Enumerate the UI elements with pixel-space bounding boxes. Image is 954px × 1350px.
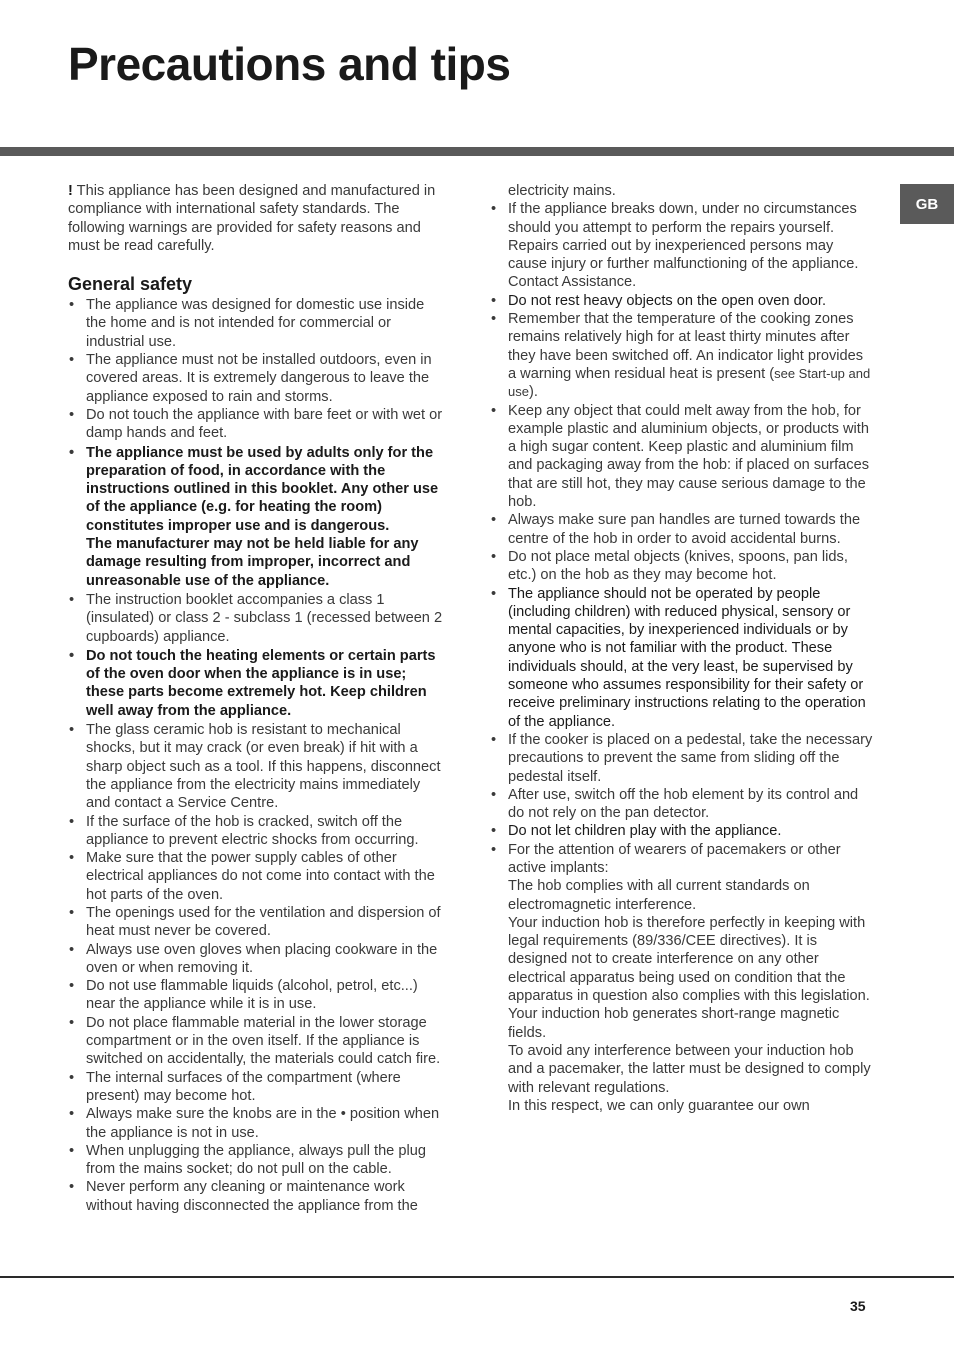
list-item-bold bbox=[68, 444, 448, 590]
list-item: • The appliance should not be operated by people (including children) with reduced physical, sensory or mental capacities, by inexperienced individuals or by anyone who is not familiar with the product. These individuals should, at the very least, be supervised by someone who assumes responsibility for their safety or receive preliminary instructions relating to the operation of the appliance. bbox=[490, 585, 874, 731]
list-item: • The instruction booklet accompanies a class 1 (insulated) or class 2 - subclass 1 (recessed between 2 cupboards) appliance. bbox=[68, 591, 448, 646]
right-column bbox=[490, 182, 874, 1115]
pacemaker-paragraph: Your induction hob is therefore perfectly in keeping with legal requirements (89/336/CEE directives). It is designed not to create interference on any other electrical apparatus being used on condition that the apparatus in question also complies with this legislation. bbox=[508, 914, 870, 1005]
bold-paragraph: The manufacturer may not be held liable for any damage resulting from improper, incorrect and unreasonable use of the appliance. bbox=[86, 536, 419, 589]
list-item: • Do not touch the appliance with bare feet or with wet or damp hands and feet. bbox=[68, 406, 448, 443]
list-item: • Do not rest heavy objects on the open oven door. bbox=[490, 292, 874, 310]
list-item bbox=[490, 310, 874, 401]
list-item: • If the surface of the hob is cracked, switch off the appliance to prevent electric shocks from occurring. bbox=[68, 813, 448, 850]
list-item: • Always use oven gloves when placing cookware in the oven or when removing it. bbox=[68, 941, 448, 978]
list-item: • Keep any object that could melt away from the hob, for example plastic and aluminium objects, or products with a high sugar content. Keep plastic and aluminium film and packaging away from the hob: if placed on surfaces that are still hot, they may cause serious damage to the hob. bbox=[490, 402, 874, 512]
list-item: • The glass ceramic hob is resistant to mechanical shocks, but it may crack (or even break) if hit with a sharp object such as a tool. If this happens, disconnect the appliance from the electricity mains immediately and contact a Service Centre. bbox=[68, 721, 448, 812]
page-title: Precautions and tips bbox=[68, 38, 511, 90]
intro-text: This appliance has been designed and manufactured in compliance with international safety standards. The following warnings are provided for safety reasons and must be read carefully. bbox=[68, 183, 436, 254]
continuation-text: electricity mains. bbox=[508, 183, 616, 199]
left-column bbox=[68, 182, 448, 1215]
list-item bbox=[490, 841, 874, 1115]
list-item: • When unplugging the appliance, always pull the plug from the mains socket; do not pull on the cable. bbox=[68, 1142, 448, 1179]
section-heading-general-safety: General safety bbox=[68, 274, 193, 295]
list-item: • The appliance was designed for domestic use inside the home and is not intended for commercial or industrial use. bbox=[68, 296, 448, 351]
list-item-bold: • Do not touch the heating elements or certain parts of the oven door when the appliance is in use; these parts become extremely hot. Keep children well away from the appliance. bbox=[68, 647, 448, 720]
safety-list-continued bbox=[490, 200, 874, 1115]
pacemaker-paragraph: To avoid any interference between your induction hob and a pacemaker, the latter must be designed to comply with relevant regulations. bbox=[508, 1042, 871, 1096]
footer-divider bbox=[0, 1276, 954, 1278]
residual-heat-text: Remember that the temperature of the cooking zones remains relatively high for at least thirty minutes after they have been switched off. An indicator light provides a warning when residual heat is present ( bbox=[508, 311, 864, 382]
cross-reference: see Start-up and use bbox=[508, 365, 871, 400]
pacemaker-paragraph: In this respect, we can only guarantee our own bbox=[508, 1097, 810, 1114]
list-item: • Do not place flammable material in the lower storage compartment or in the oven itself. If the appliance is switched on accidentally, the materials could catch fire. bbox=[68, 1014, 448, 1069]
page-number: 35 bbox=[850, 1298, 866, 1314]
list-item: • If the appliance breaks down, under no circumstances should you attempt to perform the repairs yourself. Repairs carried out by inexperienced persons may cause injury or further malfunctioning of the appliance. Contact Assistance. bbox=[490, 200, 874, 291]
list-item: • Do not use flammable liquids (alcohol, petrol, etc...) near the appliance while it is in use. bbox=[68, 977, 448, 1014]
closing-paren: ). bbox=[528, 384, 538, 401]
list-item: • After use, switch off the hob element by its control and do not rely on the pan detector. bbox=[490, 786, 874, 823]
language-tab: GB bbox=[900, 184, 954, 224]
pacemaker-paragraph: The hob complies with all current standards on electromagnetic interference. bbox=[508, 878, 810, 913]
general-safety-list bbox=[68, 296, 448, 1215]
warning-mark: ! bbox=[68, 183, 73, 199]
pacemaker-paragraph: Your induction hob generates short-range magnetic fields. bbox=[508, 1006, 840, 1041]
list-item: • The internal surfaces of the compartment (where present) may become hot. bbox=[68, 1069, 448, 1106]
list-item: • Make sure that the power supply cables of other electrical appliances do not come into contact with the hot parts of the oven. bbox=[68, 849, 448, 904]
list-item: • Do not let children play with the appliance. bbox=[490, 822, 874, 840]
list-item: • Always make sure the knobs are in the • position when the appliance is not in use. bbox=[68, 1105, 448, 1142]
pacemaker-heading: • For the attention of wearers of pacemakers or other active implants: bbox=[508, 841, 841, 876]
list-item: • Do not place metal objects (knives, spoons, pan lids, etc.) on the hob as they may become hot. bbox=[490, 548, 874, 585]
list-item: • Always make sure pan handles are turned towards the centre of the hob in order to avoid accidental burns. bbox=[490, 511, 874, 548]
bold-paragraph: • The appliance must be used by adults only for the preparation of food, in accordance with the instructions outlined in this booklet. Any other use of the appliance (e.g. for heating the room) constitutes improper use and is dangerous. bbox=[86, 444, 439, 534]
list-item: • If the cooker is placed on a pedestal, take the necessary precautions to prevent the same from sliding off the pedestal itself. bbox=[490, 731, 874, 786]
list-item: • Never perform any cleaning or maintenance work without having disconnected the appliance from the bbox=[68, 1178, 448, 1215]
list-item: • The appliance must not be installed outdoors, even in covered areas. It is extremely dangerous to leave the appliance exposed to rain and storms. bbox=[68, 351, 448, 406]
list-item: • The openings used for the ventilation and dispersion of heat must never be covered. bbox=[68, 904, 448, 941]
intro-paragraph bbox=[68, 182, 448, 255]
header-divider bbox=[0, 147, 954, 156]
